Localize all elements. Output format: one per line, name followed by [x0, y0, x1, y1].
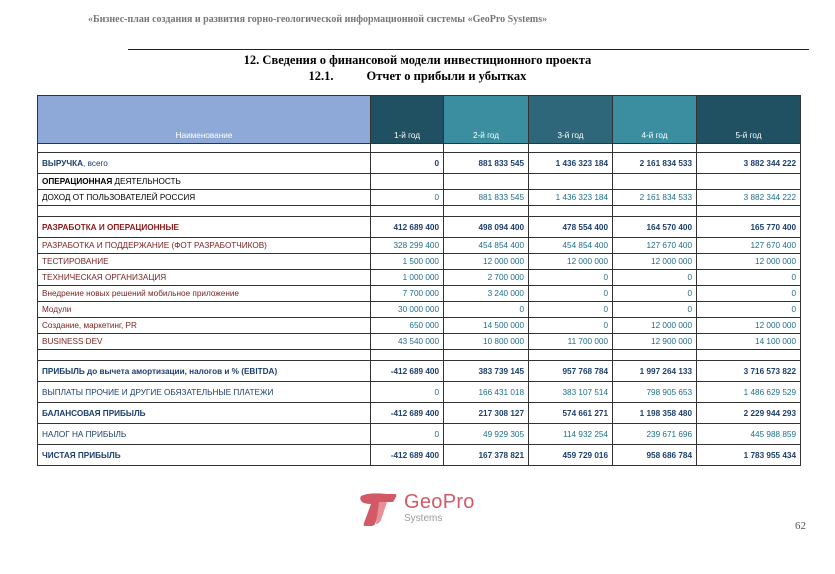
- cell-year-1: 0: [371, 153, 444, 174]
- cell-year-5: 12 000 000: [697, 318, 801, 334]
- table-row-marketing: [38, 318, 801, 334]
- table-row-operating: [38, 174, 801, 190]
- cell-year-5: 1 783 955 434: [697, 445, 801, 466]
- table-row-modules: [38, 302, 801, 318]
- table-row-bizdev: [38, 334, 801, 350]
- cell-year-3: 114 932 254: [529, 424, 613, 445]
- spacer-row: [38, 144, 801, 153]
- row-label: ДОХОД ОТ ПОЛЬЗОВАТЕЛЕЙ РОССИЯ: [38, 190, 371, 206]
- row-label: Внедрение новых решений мобильное приложение: [38, 286, 371, 302]
- cell-year-1: 30 000 000: [371, 302, 444, 318]
- cell-year-3: 1 436 323 184: [529, 190, 613, 206]
- cell-year-2: 881 833 545: [444, 153, 529, 174]
- geopro-logo-icon: [357, 490, 399, 528]
- cell-year-1: 7 700 000: [371, 286, 444, 302]
- cell-year-5: 0: [697, 286, 801, 302]
- cell-year-4: 1 198 358 480: [613, 403, 697, 424]
- cell-year-3: 957 768 784: [529, 361, 613, 382]
- cell-year-5: 3 882 344 222: [697, 153, 801, 174]
- table-row-dev-ops: [38, 217, 801, 238]
- page-number: 62: [795, 520, 806, 532]
- cell-year-4: 12 900 000: [613, 334, 697, 350]
- column-header-year-3: 3-й год: [529, 96, 613, 144]
- cell-year-4: 798 905 653: [613, 382, 697, 403]
- cell-year-5: 3 882 344 222: [697, 190, 801, 206]
- cell-year-3: 12 000 000: [529, 254, 613, 270]
- cell-year-2: 2 700 000: [444, 270, 529, 286]
- cell-year-5: 14 100 000: [697, 334, 801, 350]
- column-header-year-5: 5-й год: [697, 96, 801, 144]
- cell-year-5: 3 716 573 822: [697, 361, 801, 382]
- cell-year-1: 650 000: [371, 318, 444, 334]
- cell-year-4: 0: [613, 270, 697, 286]
- table-row-revenue: [38, 153, 801, 174]
- cell-year-2: 454 854 400: [444, 238, 529, 254]
- section-title: 12. Сведения о финансовой модели инвестиционного проекта: [243, 53, 592, 67]
- cell-year-1: -412 689 400: [371, 445, 444, 466]
- cell-year-2: 12 000 000: [444, 254, 529, 270]
- cell-year-5: 1 486 629 529: [697, 382, 801, 403]
- cell-year-5: 445 988 859: [697, 424, 801, 445]
- row-label: БАЛАНСОВАЯ ПРИБЫЛЬ: [38, 403, 371, 424]
- cell-year-4: 2 161 834 533: [613, 153, 697, 174]
- cell-year-3: 454 854 400: [529, 238, 613, 254]
- cell-year-2: 0: [444, 302, 529, 318]
- row-label: ВЫПЛАТЫ ПРОЧИЕ И ДРУГИЕ ОБЯЗАТЕЛЬНЫЕ ПЛАТЕЖИ: [38, 382, 371, 403]
- cell-year-4: 164 570 400: [613, 217, 697, 238]
- cell-year-4: 0: [613, 286, 697, 302]
- table-row-other-payments: [38, 382, 801, 403]
- cell-year-3: 459 729 016: [529, 445, 613, 466]
- cell-year-1: 0: [371, 382, 444, 403]
- table-row-testing: [38, 254, 801, 270]
- cell-year-5: 2 229 944 293: [697, 403, 801, 424]
- table-row-balance-profit: [38, 403, 801, 424]
- cell-year-1: -412 689 400: [371, 403, 444, 424]
- row-label: ЧИСТАЯ ПРИБЫЛЬ: [38, 445, 371, 466]
- cell-year-2: 881 833 545: [444, 190, 529, 206]
- cell-year-2: 3 240 000: [444, 286, 529, 302]
- cell-year-2: 167 378 821: [444, 445, 529, 466]
- cell-year-1: 0: [371, 190, 444, 206]
- cell-year-2: 49 929 305: [444, 424, 529, 445]
- table-row-ebitda: [38, 361, 801, 382]
- table-row-dev-support: [38, 238, 801, 254]
- cell-year-3: 0: [529, 286, 613, 302]
- row-label: ОПЕРАЦИОННАЯ ДЕЯТЕЛЬНОСТЬ: [38, 174, 371, 190]
- subsection-number: 12.1.: [308, 69, 334, 83]
- cell-year-1: 0: [371, 424, 444, 445]
- spacer-row: [38, 206, 801, 217]
- subsection-title: [0, 69, 835, 84]
- cell-year-1: 328 299 400: [371, 238, 444, 254]
- document-header: «Бизнес-план создания и развития горно-геологической информационной системы «GeoPro Systems»: [88, 14, 548, 25]
- cell-year-2: 166 431 018: [444, 382, 529, 403]
- row-label: РАЗРАБОТКА И ОПЕРАЦИОННЫЕ: [38, 217, 371, 238]
- profit-loss-table: [37, 95, 801, 466]
- subsection-name: Отчет о прибыли и убытках: [366, 69, 527, 83]
- row-label: НАЛОГ НА ПРИБЫЛЬ: [38, 424, 371, 445]
- table-row-net-profit: [38, 445, 801, 466]
- cell-year-4: 127 670 400: [613, 238, 697, 254]
- cell-year-2: 14 500 000: [444, 318, 529, 334]
- cell-year-2: 383 739 145: [444, 361, 529, 382]
- cell-year-3: 383 107 514: [529, 382, 613, 403]
- cell-year-5: 127 670 400: [697, 238, 801, 254]
- cell-year-4: 958 686 784: [613, 445, 697, 466]
- cell-year-3: 478 554 400: [529, 217, 613, 238]
- cell-year-3: 11 700 000: [529, 334, 613, 350]
- cell-year-2: 498 094 400: [444, 217, 529, 238]
- row-label: ВЫРУЧКА, всего: [38, 153, 371, 174]
- header-divider: [128, 49, 809, 50]
- logo-wordmark: GeoPro: [404, 491, 475, 513]
- spacer-row: [38, 350, 801, 361]
- cell-year-1: 1 500 000: [371, 254, 444, 270]
- cell-year-4: 1 997 264 133: [613, 361, 697, 382]
- table-row-user-income: [38, 190, 801, 206]
- column-header-year-2: 2-й год: [444, 96, 529, 144]
- table-row-mobile: [38, 286, 801, 302]
- row-label: Создание, маркетинг, PR: [38, 318, 371, 334]
- cell-year-5: 0: [697, 270, 801, 286]
- cell-year-1: -412 689 400: [371, 361, 444, 382]
- cell-year-2: 10 800 000: [444, 334, 529, 350]
- cell-year-3: 1 436 323 184: [529, 153, 613, 174]
- column-header-name: Наименование: [38, 96, 371, 144]
- cell-year-1: 43 540 000: [371, 334, 444, 350]
- row-label: ТЕХНИЧЕСКАЯ ОРГАНИЗАЦИЯ: [38, 270, 371, 286]
- row-label: ТЕСТИРОВАНИЕ: [38, 254, 371, 270]
- row-label: РАЗРАБОТКА И ПОДДЕРЖАНИЕ (ФОТ РАЗРАБОТЧИКОВ): [38, 238, 371, 254]
- cell-year-3: 574 661 271: [529, 403, 613, 424]
- cell-year-4: 0: [613, 302, 697, 318]
- table-row-tech-org: [38, 270, 801, 286]
- cell-year-3: 0: [529, 302, 613, 318]
- cell-year-3: 0: [529, 318, 613, 334]
- column-header-year-1: 1-й год: [371, 96, 444, 144]
- table-row-profit-tax: [38, 424, 801, 445]
- cell-year-3: 0: [529, 270, 613, 286]
- cell-year-4: 239 671 696: [613, 424, 697, 445]
- cell-year-5: 0: [697, 302, 801, 318]
- cell-year-4: 12 000 000: [613, 318, 697, 334]
- row-label: Модули: [38, 302, 371, 318]
- logo-subtitle: Systems: [404, 513, 443, 524]
- cell-year-2: 217 308 127: [444, 403, 529, 424]
- row-label: BUSINESS DEV: [38, 334, 371, 350]
- geopro-logo: [357, 488, 487, 528]
- column-header-year-4: 4-й год: [613, 96, 697, 144]
- cell-year-4: 12 000 000: [613, 254, 697, 270]
- table-header-row: [38, 96, 801, 144]
- cell-year-5: 12 000 000: [697, 254, 801, 270]
- row-label: ПРИБЫЛЬ до вычета амортизации, налогов и % (EBITDA): [38, 361, 371, 382]
- cell-year-1: 1 000 000: [371, 270, 444, 286]
- cell-year-4: 2 161 834 533: [613, 190, 697, 206]
- cell-year-5: 165 770 400: [697, 217, 801, 238]
- cell-year-1: 412 689 400: [371, 217, 444, 238]
